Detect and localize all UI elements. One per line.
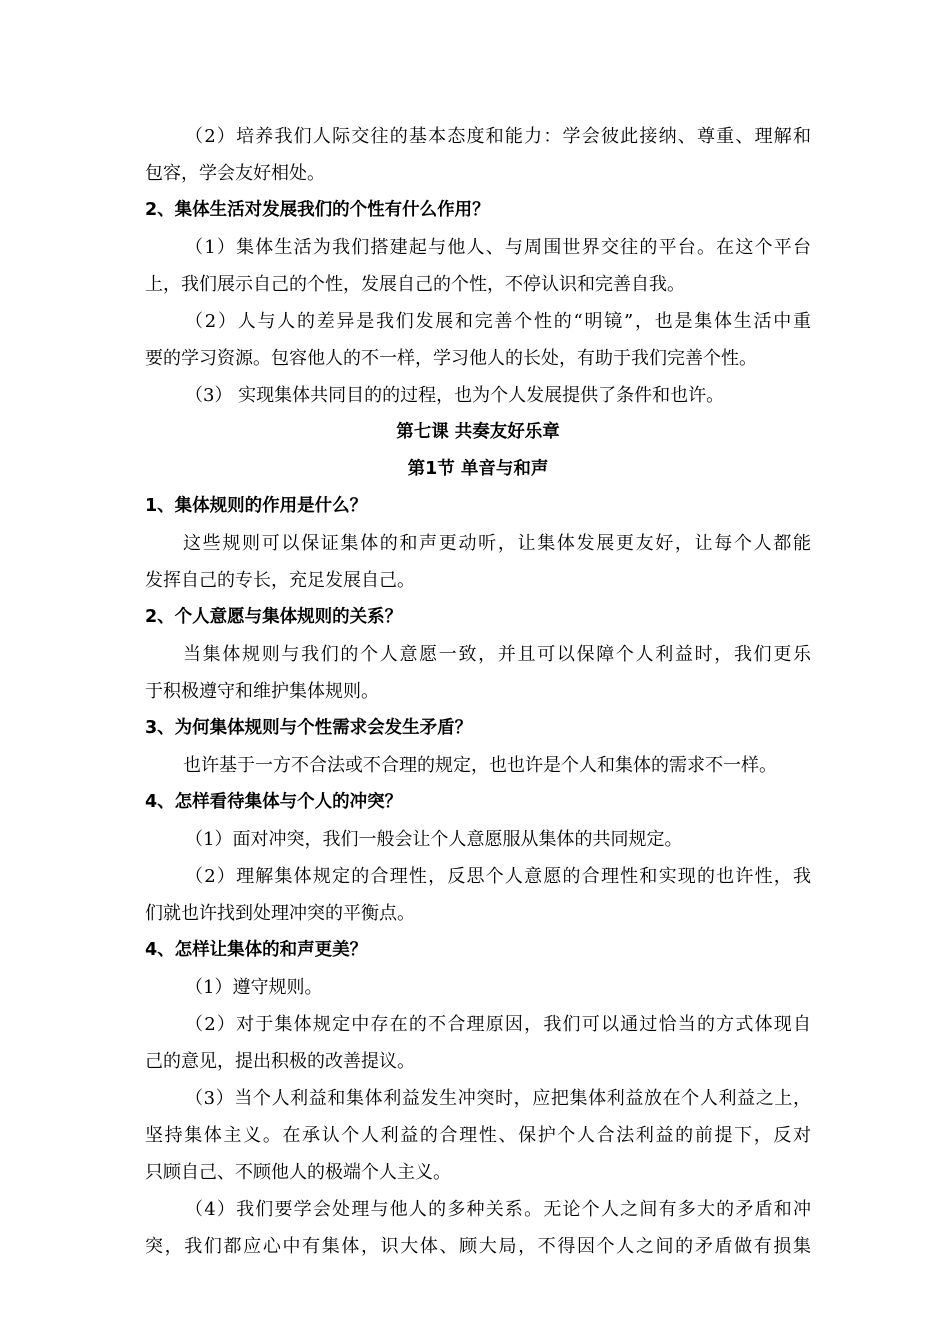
paragraph-line: 这些规则可以保证集体的和声更动听，让集体发展更友好，让每个人都能 xyxy=(183,533,811,554)
paragraph-line: （4）我们要学会处理与他人的多种关系。无论个人之间有多大的矛盾和冲 xyxy=(185,1199,811,1220)
paragraph-line: （1）遵守规则。 xyxy=(185,977,323,998)
paragraph-line: （2）培养我们人际交往的基本态度和能力：学会彼此接纳、尊重、理解和 xyxy=(185,126,811,147)
paragraph-line: 坚持集体主义。在承认个人利益的合理性、保护个人合法利益的前提下，反对 xyxy=(145,1125,811,1146)
section-heading: 4、怎样让集体的和声更美？ xyxy=(145,940,368,960)
section-heading: 第七课 共奏友好乐章 xyxy=(396,422,560,442)
section-heading: 1、集体规则的作用是什么？ xyxy=(145,496,368,516)
paragraph-line: 只顾自己、不顾他人的极端个人主义。 xyxy=(145,1162,451,1183)
paragraph-line: （1）集体生活为我们搭建起与他人、与周围世界交往的平台。在这个平台 xyxy=(185,237,811,258)
paragraph-line: 们就也许找到处理冲突的平衡点。 xyxy=(145,903,415,924)
paragraph-line: （2）理解集体规定的合理性，反思个人意愿的合理性和实现的也许性，我 xyxy=(185,866,811,887)
paragraph-line: 包容，学会友好相处。 xyxy=(145,163,325,184)
paragraph-line: 上，我们展示自己的个性，发展自己的个性，不停认识和完善自我。 xyxy=(145,274,685,295)
paragraph-line: 要的学习资源。包容他人的不一样，学习他人的长处，有助于我们完善个性。 xyxy=(145,348,757,369)
paragraph-line: 突，我们都应心中有集体，识大体、顾大局，不得因个人之间的矛盾做有损集 xyxy=(145,1236,811,1257)
paragraph-line: （1）面对冲突，我们一般会让个人意愿服从集体的共同规定。 xyxy=(185,829,683,850)
section-heading: 2、个人意愿与集体规则的关系？ xyxy=(145,607,403,627)
paragraph-line: 当集体规则与我们的个人意愿一致，并且可以保障个人利益时，我们更乐 xyxy=(183,644,811,665)
section-heading: 第1节 单音与和声 xyxy=(407,459,549,479)
paragraph-line: （2）人与人的差异是我们发展和完善个性的“明镜”，也是集体生活中重 xyxy=(185,311,811,332)
paragraph-line: （2）对于集体规定中存在的不合理原因，我们可以通过恰当的方式体现自 xyxy=(185,1014,811,1035)
paragraph-line: 也许基于一方不合法或不合理的规定，也也许是个人和集体的需求不一样。 xyxy=(183,755,777,776)
paragraph-line: （3） 实现集体共同目的的过程，也为个人发展提供了条件和也许。 xyxy=(185,385,725,406)
paragraph-line: 己的意见，提出积极的改善提议。 xyxy=(145,1051,415,1072)
section-heading: 2、集体生活对发展我们的个性有什么作用？ xyxy=(145,200,490,220)
paragraph-line: 发挥自己的专长，充足发展自己。 xyxy=(145,570,415,591)
paragraph-line: 于积极遵守和维护集体规则。 xyxy=(145,681,379,702)
document-body xyxy=(145,118,811,1265)
section-heading: 4、怎样看待集体与个人的冲突？ xyxy=(145,792,403,812)
section-heading: 3、为何集体规则与个性需求会发生矛盾？ xyxy=(145,718,473,738)
paragraph-line: （3）当个人利益和集体利益发生冲突时，应把集体利益放在个人利益之上， xyxy=(185,1088,811,1109)
